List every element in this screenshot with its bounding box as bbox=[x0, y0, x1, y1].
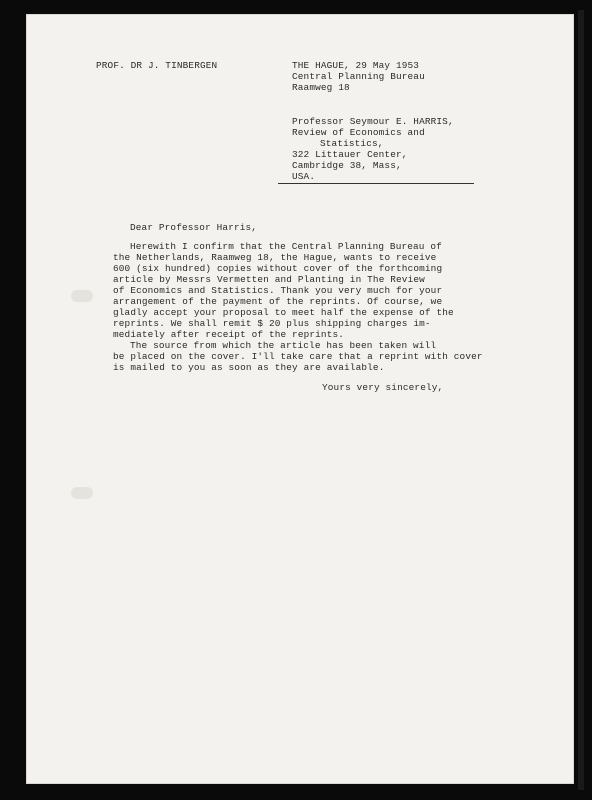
recipient-line: 322 Littauer Center, bbox=[292, 149, 408, 160]
body-line: be placed on the cover. I'll take care that a reprint with cover bbox=[113, 351, 483, 362]
recipient-line: USA. bbox=[292, 171, 316, 182]
body-line: Herewith I confirm that the Central Planning Bureau of bbox=[130, 241, 442, 252]
body-line: The source from which the article has been taken will bbox=[130, 340, 437, 351]
sender-street: Raamweg 18 bbox=[292, 82, 350, 93]
body-line: arrangement of the payment of the reprints. Of course, we bbox=[113, 296, 443, 307]
body-line: of Economics and Statistics. Thank you very much for your bbox=[113, 285, 443, 296]
body-line: the Netherlands, Raamweg 18, the Hague, wants to receive bbox=[113, 252, 437, 263]
punch-hole-mark bbox=[71, 487, 93, 499]
recipient-line: Review of Economics and bbox=[292, 127, 425, 138]
recipient-line: Cambridge 38, Mass, bbox=[292, 160, 402, 171]
body-line: article by Messrs Vermetten and Planting in The Review bbox=[113, 274, 425, 285]
body-line: gladly accept your proposal to meet half the expense of the bbox=[113, 307, 454, 318]
body-line: is mailed to you as soon as they are available. bbox=[113, 362, 385, 373]
sender-name: PROF. DR J. TINBERGEN bbox=[96, 60, 218, 71]
punch-hole-mark bbox=[71, 290, 93, 302]
place-date: THE HAGUE, 29 May 1953 bbox=[292, 60, 420, 71]
scan-edge bbox=[578, 10, 584, 790]
recipient-line: Professor Seymour E. HARRIS, bbox=[292, 116, 454, 127]
closing: Yours very sincerely, bbox=[322, 382, 444, 393]
recipient-line: Statistics, bbox=[320, 138, 384, 149]
salutation: Dear Professor Harris, bbox=[130, 222, 258, 233]
sender-organization: Central Planning Bureau bbox=[292, 71, 425, 82]
address-underline bbox=[278, 183, 474, 184]
body-line: reprints. We shall remit $ 20 plus shipping charges im- bbox=[113, 318, 431, 329]
body-line: mediately after receipt of the reprints. bbox=[113, 329, 345, 340]
body-line: 600 (six hundred) copies without cover of the forthcoming bbox=[113, 263, 443, 274]
